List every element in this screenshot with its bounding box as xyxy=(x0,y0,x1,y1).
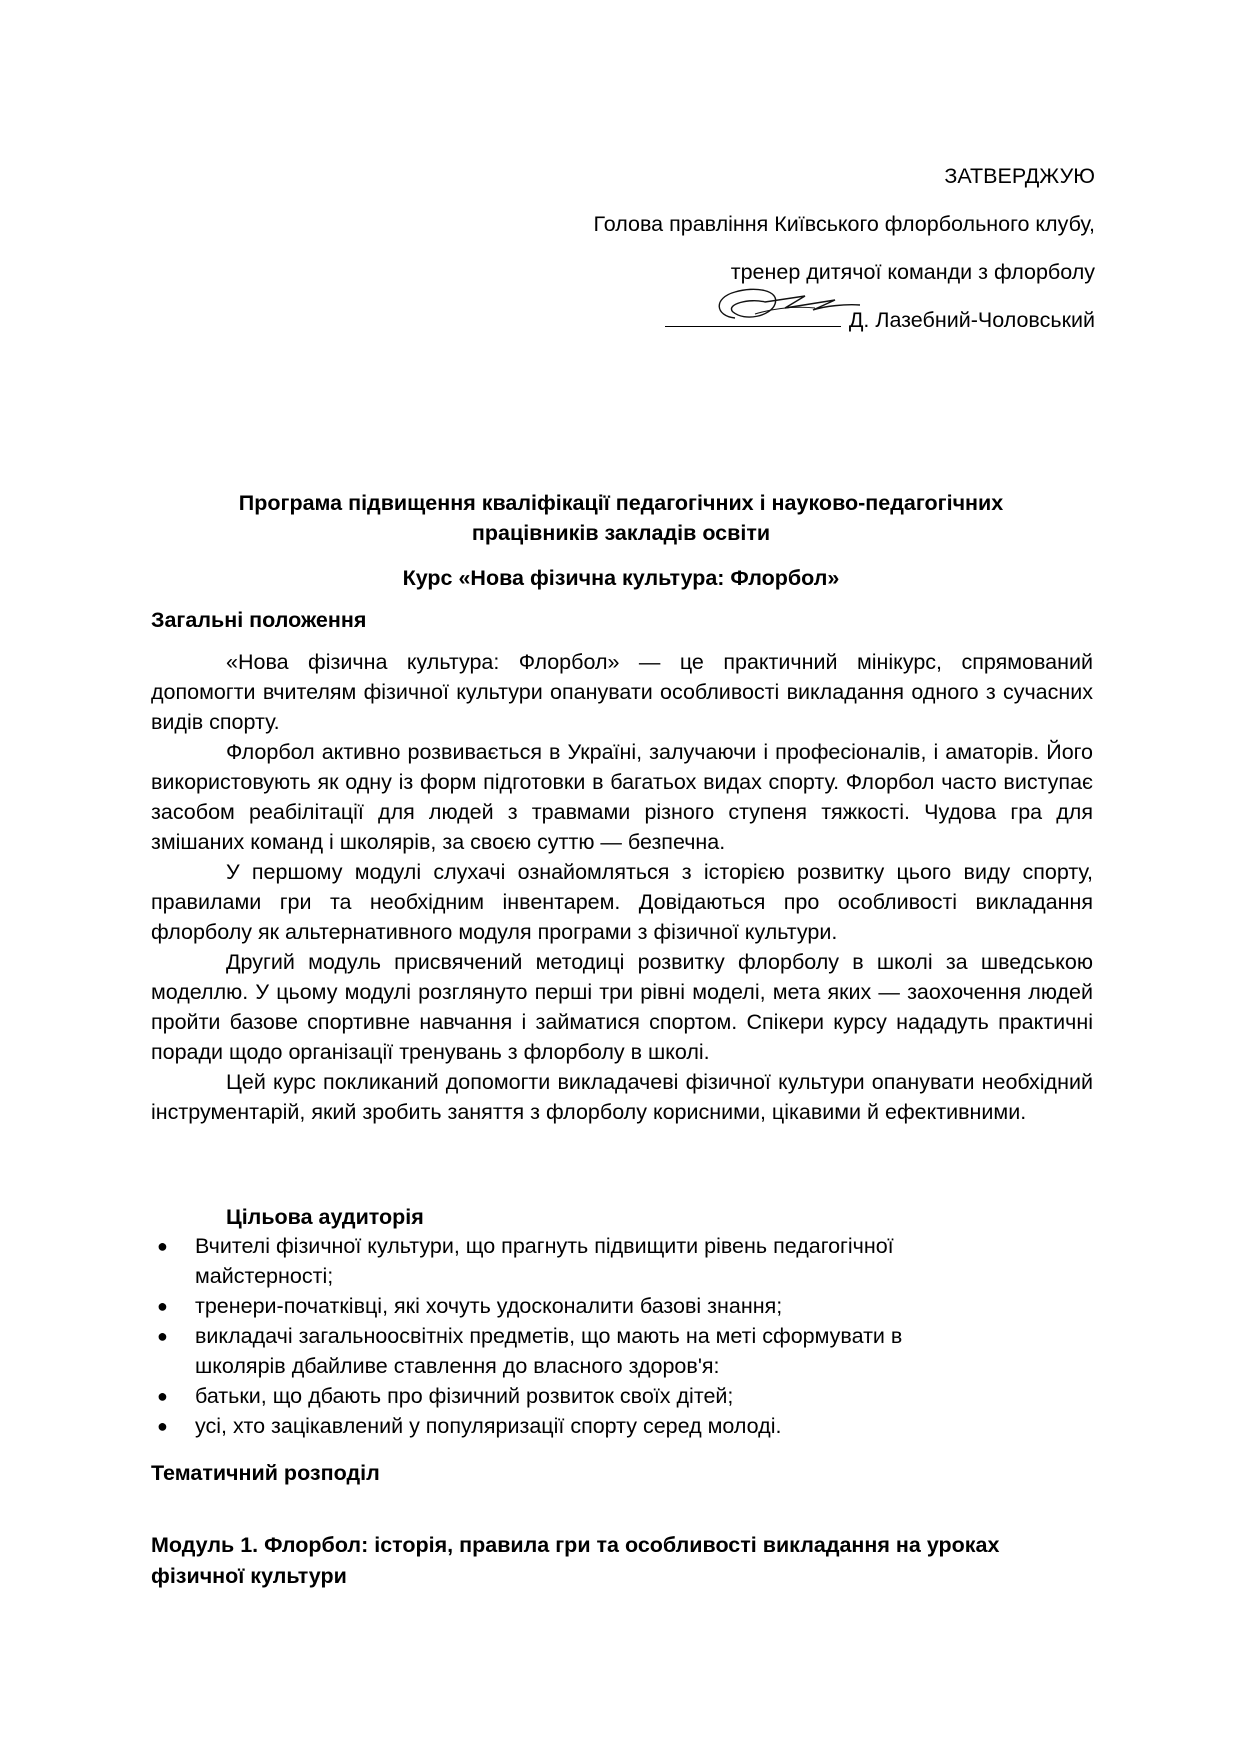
general-paragraph-2: Флорбол активно розвивається в Україні, залучаючи і професіоналів, і аматорів. Його використовують як одну із форм підготовки в багатьох видах спорту. Флорбол часто виступає засобом реабілітації для людей з травмами різного ступеня тяжкості. Чудова гра для змішаних команд і школярів, за своєю суттю — безпечна. xyxy=(151,740,1093,854)
general-paragraph-1: «Нова фізична культура: Флорбол» — це практичний мінікурс, спрямований допомогти вчителям фізичної культури опанувати особливості викладання одного з сучасних видів спорту. xyxy=(151,650,1093,734)
audience-heading: Цільова аудиторія xyxy=(226,1205,424,1229)
audience-item-4: батьки, що дбають про фізичний розвиток своїх дітей; xyxy=(195,1384,734,1408)
list-item xyxy=(151,1291,971,1321)
approval-signatory: Д. Лазебний-Чоловський xyxy=(848,308,1095,332)
bullet-icon: ● xyxy=(157,1416,168,1436)
audience-item-5: усі, хто зацікавлений у популяризації спорту серед молоді. xyxy=(195,1414,782,1438)
approval-heading: ЗАТВЕРДЖУЮ xyxy=(944,164,1095,188)
audience-item-2: тренери-початківці, які хочуть удосконалити базові знання; xyxy=(195,1294,783,1318)
module-1-heading: Модуль 1. Флорбол: історія, правила гри та особливості викладання на уроках фізичної культури xyxy=(151,1533,1000,1588)
signature-field xyxy=(665,306,841,327)
bullet-icon: ● xyxy=(157,1236,168,1256)
handwritten-signature xyxy=(695,278,865,330)
bullet-icon: ● xyxy=(157,1386,168,1406)
approval-signature-line xyxy=(395,296,1095,344)
approval-block xyxy=(395,152,1095,344)
general-paragraph-5: Цей курс покликаний допомогти викладачеві фізичної культури опанувати необхідний інструментарій, який зробить заняття з флорболу корисними, цікавими й ефективними. xyxy=(151,1070,1093,1124)
general-paragraph-4: Другий модуль присвячений методиці розвитку флорболу в школі за шведською моделлю. У цьому модулі розглянуто перші три рівні моделі, мета яких — заохочення людей пройти базове спортивне навчання і займатися спортом. Спікери курсу нададуть практичні поради щодо організації тренувань з флорболу в школі. xyxy=(151,950,1093,1064)
list-item xyxy=(151,1231,971,1291)
approval-position-line2: тренер дитячої команди з флорболу xyxy=(730,260,1095,284)
list-item xyxy=(151,1411,971,1441)
audience-item-1: Вчителі фізичної культури, що прагнуть підвищити рівень педагогічної майстерності; xyxy=(195,1234,894,1288)
program-title-line2: працівників закладів освіти xyxy=(471,521,771,545)
thematic-heading: Тематичний розподіл xyxy=(151,1461,380,1485)
list-item xyxy=(151,1321,971,1381)
program-title xyxy=(150,488,1092,548)
audience-item-3: викладачі загальноосвітніх предметів, що мають на меті сформувати в школярів дбайливе ставлення до власного здоров'я: xyxy=(195,1324,903,1378)
general-section xyxy=(151,605,1093,1127)
general-paragraph-3: У першому модулі слухачі ознайомляться з історією розвитку цього виду спорту, правилами гри та необхідним інвентарем. Довідаються про особливості викладання флорболу як альтернативного модуля програми з фізичної культури. xyxy=(151,860,1093,944)
program-title-line1: Програма підвищення кваліфікації педагогічних і науково-педагогічних xyxy=(238,491,1004,515)
bullet-icon: ● xyxy=(157,1326,168,1346)
list-item xyxy=(151,1381,971,1411)
bullet-icon: ● xyxy=(157,1296,168,1316)
audience-list xyxy=(151,1231,971,1441)
approval-position-line1: Голова правління Київського флорбольного клубу, xyxy=(593,212,1095,236)
general-heading: Загальні положення xyxy=(151,608,367,632)
course-title: Курс «Нова фізична культура: Флорбол» xyxy=(402,566,840,590)
